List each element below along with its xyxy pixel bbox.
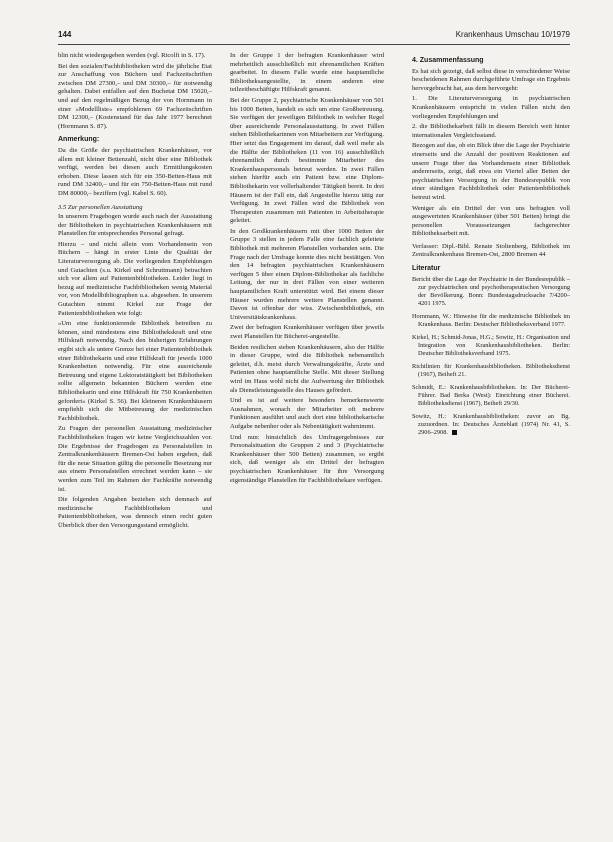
reference-item: Kirkel, H.; Schmid-Jonas, H.G.; Sowitz, H.: Organisation und Integration von Krankenhausbibliotheken. Berlin: Deutscher Bibliotheksverband 1975. — [412, 333, 570, 357]
paragraph: In der Gruppe 1 der befragten Krankenhäuser wird mehrheitlich ausschließlich mit ehrenamtlichen Kräften gearbeitet. In diesem Falle wurde eine hauptamtliche Bibliotheksangestellte, in einem anderen eine teilzeitbeschäftigte Hilfskraft genannt. — [230, 52, 384, 94]
column-1 — [58, 52, 212, 532]
paragraph: Und es ist auf weitere besonders bemerkenswerte Ausnahmen, wonach der Mitarbeiter oft mehrere Funktionen ausführt und auch dort eine bibliothekarische Aufgabe nebenher oder als Nebentätigkeit wahrnimmt. — [230, 397, 384, 430]
page-header — [58, 30, 570, 45]
reference-item: Richtlinien für Krankenhausbibliotheken. Bibliotheksdienst (1967), Beiheft 21. — [412, 362, 570, 378]
literature-heading: Literatur — [412, 265, 441, 273]
paragraph: Die folgenden Angaben beziehen sich demnach auf medizinische Fachbibliotheken und Patientenbibliotheken, was dennoch einen recht guten Überblick über den Versorgungsstand ermöglicht. — [58, 496, 212, 529]
paragraph: blin nicht wiedergegeben werden (vgl. Ricolfi in S. 17). — [58, 52, 206, 59]
reference-item: Hornmann, W.: Hinweise für die medizinische Bibliothek im Krankenhaus. Berlin: Deutscher Bibliotheksverband 1977. — [412, 312, 570, 328]
end-of-article-mark — [452, 430, 457, 435]
journal-title: Krankenhaus Umschau 10/1979 — [455, 30, 570, 39]
paragraph: »Um eine funktionierende Bibliothek betreiben zu können, sind mindestens eine Bibliothekskraft und eine Hilfskraft notwendig. Nach den bisherigen Erfahrungen ergibt sich als untere Grenze bei einer Patientenbibliothek einer Bibliothekarin und eine Hilfskraft für jeweils 1000 Krankenbetten notwendig. Für eine ausreichende Betreuung und eigene Lektoratstätigkeit bei Bibliotheken sollte allgemein bekannten Büchern werden eine Bibliothekarin und eine Hilfskraft für 750 Krankenbetten gefordert« (Kirkel S. 56). Bei kleineren Krankenhäusern empfiehlt sich die Mitbetreuung der medizinischen Fachbibliothek. — [58, 320, 212, 422]
paragraph: Zwei der befragten Krankenhäuser verfügen über jeweils zwei Planstellen für Bücherei-angestellte. — [230, 324, 384, 340]
column-2 — [230, 52, 384, 487]
reference-item: Schmidt, E.: Krankenhausbibliotheken. In: Der Bücherei-Führer. Bad Berka (West): Einrichtung einer Bücherei. Bibliotheksdienst (1967), Beiheft 29/30. — [412, 383, 570, 407]
paragraph: 2. die Bibliothekarbeit fällt in diesem Bereich weit hinter internationalen Vergleichsstand. — [412, 123, 570, 139]
column-3 — [412, 52, 570, 442]
page-number: 144 — [58, 30, 72, 39]
paragraph: Bei der Gruppe 2, psychiatrische Krankenhäuser von 501 bis 1000 Betten, handelt es sich um eine Großbetreuung. Sie verfügen der jeweiligen Bibliothek in welcher Regel über ausreichende Personalausstattung. In zwei Fällen stehen Bibliothekarinnen von Mitarbeitern zur Verfügung. Hier setzt das Engagement im darauf, daß weil mehr als die Hälfte der Bibliotheken (11 von 16) ausschließlich ehrenamtlich durch bestimmte Mitarbeiter des Krankenhauspersonals betreut werden. In zwei Fällen stehen hierfür auch ein Patient bzw. eine Diplom-Bibliothekarin vor vollerhaltender Tätigkeit bereit. In drei Häusern ist der Fall ein, daß Angestellte hierzu tätig zur Verfügung. In zwei Fällen wird die Bibliothek von Therapeuten zusammen mit Patienten in Arbeitstherapie geleitet. — [230, 96, 384, 225]
reference-item — [412, 413, 570, 437]
paragraph: Bezogen auf das, ob ein Blick über die Lage der Psychiatrie einerseits und die Anzahl der positiven Reaktionen auf unsere Frage über das Vorhandensein einer Bibliothek andererseits, zeigt, daß etwa ein Viertel aller Betten der psychiatrischen Versorgung in der Bundesrepublik von einer ständigen Fachbibliothek oder Patientenbibliothek betreut wird. — [412, 142, 571, 201]
paragraph: Zu Fragen der personellen Ausstattung medizinischer Fachbibliotheken fragen wir keine Vergleichszahlen vor. Die Ergebnisse der Fragebogen zu Personalstellen in Zentralkrankenhäusern Bremen-Ost haben ergeben, daß für die neue Situation gültig die personelle Besetzung nur aus einem Personalstellen errechnet werden kann – sie werden zum Teil im Rahmen der Fachkräfte notwendig ist. — [58, 425, 212, 493]
paragraph: 1. Die Literaturversorgung in psychiatrischen Krankenhäusern entspricht in vielen Fällen nicht den vorliegenden Empfehlungen und — [412, 95, 570, 120]
paragraph: Es hat sich gezeigt, daß selbst diese in verschiedener Weise bescheidenen Rahmen durchgeführte Umfrage ein Ergebnis hervorgebracht hat, aus dem hervorgeht: — [412, 67, 570, 92]
reference-text: Sowitz, H.: Krankenhausbibliotheken: zuvor an Bg. zuzuordnen. In: Deutsches Ärzteblatt (1974) Nr. 41, S. 2906–2908. — [412, 412, 570, 436]
paragraph: Hierzu – und nicht allein vom Vorhandensein von Büchern – hängt in erster Linie die Qualität der Literaturversorgung ab. Die vorliegenden Empfehlungen und Gutachten (s.u. Kirkel und Schruttmann) betrachten sich vor allem auf Patientenbibliotheken. Leider liegt in bezug auf medizinische Fachbibliotheken wenig Material vor, von Modellbibliographen u.a. abgesehen. In unserem Gutachten nimmt Kirkel zur Frage der Patientenbibliotheken wie folgt: — [58, 240, 212, 317]
author-info: Verfasser: Dipl.-Bibl. Renate Stoltenberg, Bibliothek im Zentralkrankenhaus Bremen-Ost, 2800 Bremen 44 — [412, 242, 570, 259]
paragraph: In den Großkrankenhäusern mit über 1000 Betten der Gruppe 3 stellen in jedem Falle eine fachlich geleitete Bibliothek mit mehreren Planstellen vorhanden sein. Die Frage nach der Umfrage konnte dies nicht bestätigen. Von den 14 befragten psychiatrischen Krankenhäusern verfügen 5 über einen Diplom-Bibliothekar als fachliche Leitung, der nur in drei Fällen von einer weiteren hauptamtlichen Kraft unterstützt wird. Bei einem dieser Häuser wurden mehrere weitere Planstellen genannt. Davon ist offenbar der wiss. Zwischenbibliothek, ein Universitätskrankenhaus. — [230, 227, 384, 321]
paragraph: Beiden restlichen sieben Krankenhäusern, also der Hälfte in dieser Gruppe, wird die Bibliothek nebenamtlich geleitet, d.h. meist durch Verwaltungskräfte, Ärzte und Patienten ohne hauptamtliche Stelle. Mit dieser Stellung wird im Haus wohl nicht die Aufwertung der Bibliothek als Dienstleistungsstelle des Hauses gefördert. — [230, 343, 384, 394]
paragraph: Weniger als ein Drittel der von uns befragten voll ausgewerteten Krankenhäuser (über 501 Betten) bringt die personellen Voraussetzungen fachgerechter Bibliotheksarbeit mit. — [412, 204, 570, 238]
section-heading: 4. Zusammenfassung — [412, 57, 484, 64]
reference-item: Bericht über die Lage der Psychiatrie in der Bundesrepublik – zur psychiatrischen und psychotherapeutischen Versorgung der Bevölkerung. Bonn: Bundestagsdrucksache 7/4200–4201 1975. — [412, 275, 570, 307]
paragraph: Und nun: hinsichtlich des Umfragergebnisses zur Personalsituation die Gruppen 2 und 3 (Psychiatrische Krankenhäuser über 500 Betten) zusammen, so ergibt sich, daß weniger als ein Drittel der befragten psychiatrischen Krankenhäuser für ihre Versorgung eigenständige Planstellen für Fachbibliothekare verfügen. — [230, 433, 384, 484]
note-heading: Anmerkung: — [58, 136, 100, 144]
note-text: Da die Größe der psychiatrischen Krankenhäuser, vor allem mit kleiner Bettenzahl, nicht über eine Bibliothek verfügt, werden bei diesen auch Ermittlungskosten erhoben. Diese lassen sich für ein 350-Betten-Haus mit rund DM 32400,– und für ein 750-Betten-Haus mit rund DM 80000,– beziffern (vgl. Kabel S. 60). — [58, 146, 212, 197]
subsection-heading: 3.5 Zur personellen Ausstattung — [58, 203, 143, 211]
paragraph: Bei den sozialen/Fachbibliotheken wird die jährliche Etat zur Anschaffung von Büchern und Fachzeitschriften zwischen DM 27300,– und DM 30300,– für notwendig gehalten. Dabei entfallen auf den Buchetat DM 15020,– und auf den regelmäßigen Bezug der von Hornmann in einer »Modellliste« empfohlenen 69 Fachzeitschriften DM 12300,– (Kostenstand für das Jahr 1977 berechnet (Hornmann S. 87). — [58, 62, 212, 130]
paragraph: In unserem Fragebogen wurde auch nach der Ausstattung der Bibliotheken in psychiatrischen Krankenhäusern mit Planstellen für entsprechendes Personal gefragt. — [58, 213, 212, 238]
